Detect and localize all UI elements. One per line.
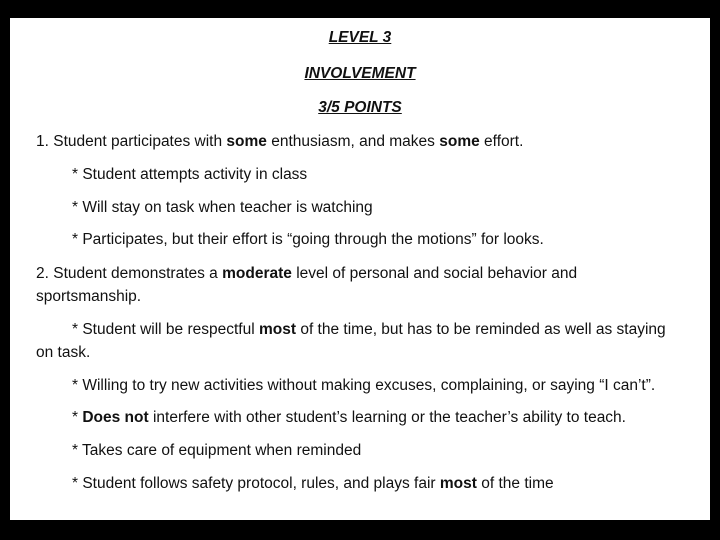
item-2-sub-5-text-a: * Student follows safety protocol, rules, and plays fair [72,475,440,492]
points-heading: 3/5 POINTS [318,99,402,116]
slide [10,18,710,520]
item-2-bold-moderate: moderate [222,265,292,282]
item-1-sub-1: * Student attempts activity in class [72,166,308,183]
item-2-sub-1-text-c: of the time, but has to be reminded as well as staying [296,321,666,338]
involvement-heading: INVOLVEMENT [304,65,416,82]
item-2-sub-3-star: * [72,409,83,426]
item-2-sub-2: * Willing to try new activities without making excuses, complaining, or saying “I can’t”. [72,377,656,394]
item-2-sub-1-text-a: * Student will be respectful [72,321,259,338]
item-2-sub-5-bold-most: most [439,475,477,492]
level-heading: LEVEL 3 [328,29,392,46]
item-2-text-a: 2. Student demonstrates a [36,265,223,282]
item-2-sub-3 [72,407,700,429]
item-2-sub-1-line-2: on task. [36,344,91,361]
item-2-text-c: level of personal and social behavior and [291,265,578,282]
item-2-sub-3-text-c: interfere with other student’s learning or the teacher’s ability to teach. [148,409,626,426]
item-2-sub-5 [72,473,700,495]
item-2-line-1 [36,263,696,285]
item-1-sub-3: * Participates, but their effort is “going through the motions” for looks. [72,231,544,248]
item-2-sub-5-text-c: of the time [476,475,554,492]
item-1-text-e: effort. [479,133,524,150]
item-2-line-2: sportsmanship. [36,288,142,305]
item-1-text-c: enthusiasm, and makes [266,133,440,150]
item-1-text-a: 1. Student participates with [36,133,227,150]
item-2-sub-1-bold-most: most [258,321,297,338]
item-1-sub-2: * Will stay on task when teacher is watching [72,199,373,216]
item-1-bold-some-1: some [226,133,267,150]
item-2-sub-3-bold-does-not: Does not [82,409,149,426]
item-2-sub-4: * Takes care of equipment when reminded [72,442,362,459]
item-1-bold-some-2: some [439,133,480,150]
item-2-sub-1-line-1 [72,319,700,341]
item-1 [36,131,696,153]
